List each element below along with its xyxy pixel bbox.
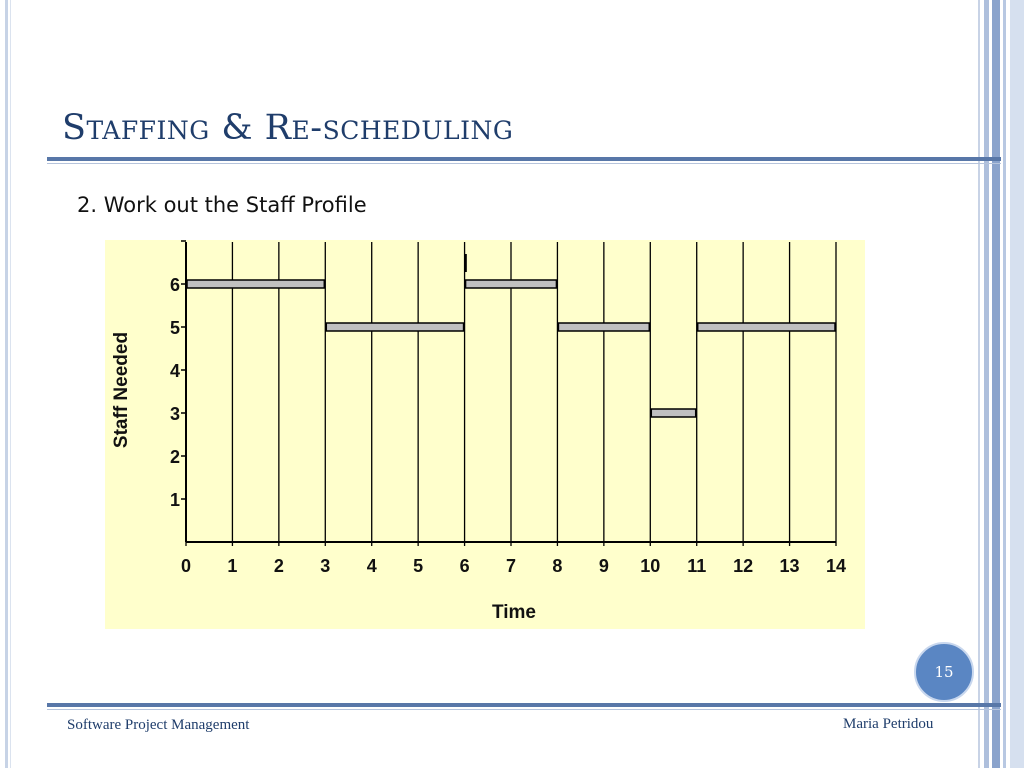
y-axis-label: Staff Needed [111,331,132,449]
footer-divider-thin [47,709,1001,710]
y-tick-label: 2 [169,447,181,467]
x-tick-label: 9 [598,556,609,576]
x-tick-label: 11 [687,556,707,576]
y-tick-label: 6 [169,275,181,295]
slide-subtitle: 2. Work out the Staff Profile [77,193,367,217]
page-number-badge [914,642,974,702]
slide-title: Staffing & Re-scheduling [62,108,514,148]
right-border-stripe [984,0,989,768]
right-border-stripe [1003,0,1006,768]
x-tick-label: 0 [180,556,192,576]
staff-level-bar [326,323,463,331]
x-tick-label: 13 [779,556,800,576]
y-tick-label: 3 [169,404,181,424]
staff-level-bar [187,280,324,288]
x-tick-label: 2 [273,556,284,576]
staff-level-bar [651,409,695,417]
y-tick-label: 1 [169,490,181,510]
x-tick-label: 8 [552,556,563,576]
x-tick-label: 6 [459,556,470,576]
left-border-line-thin [10,0,11,768]
staff-level-bar [466,280,557,288]
x-tick-label: 5 [413,556,424,576]
y-tick-labels [170,275,180,510]
left-border-line [5,0,8,768]
y-tick-label: 4 [169,361,181,381]
x-tick-labels [181,556,846,576]
x-axis-label: Time [491,602,537,623]
right-border-stripe [1010,0,1024,768]
footer-author: Maria Petridou [843,716,934,732]
x-tick-label: 14 [825,556,847,576]
footer-divider [47,703,1001,707]
right-border-stripe [992,0,1000,768]
x-tick-label: 12 [733,556,754,576]
right-border-stripe [978,0,980,768]
footer-course: Software Project Management [67,717,250,733]
x-tick-label: 3 [320,556,331,576]
staff-profile-chart [105,240,865,629]
x-tick-label: 10 [640,556,661,576]
staff-level-bar [698,323,835,331]
x-tick-label: 4 [366,556,377,576]
y-tick-label: 5 [169,318,181,338]
title-divider-thin [47,163,1001,164]
staff-level-bar [558,323,649,331]
page-number: 15 [934,663,954,681]
x-tick-label: 7 [505,556,517,576]
x-tick-label: 1 [227,556,238,576]
title-divider [47,157,1001,161]
